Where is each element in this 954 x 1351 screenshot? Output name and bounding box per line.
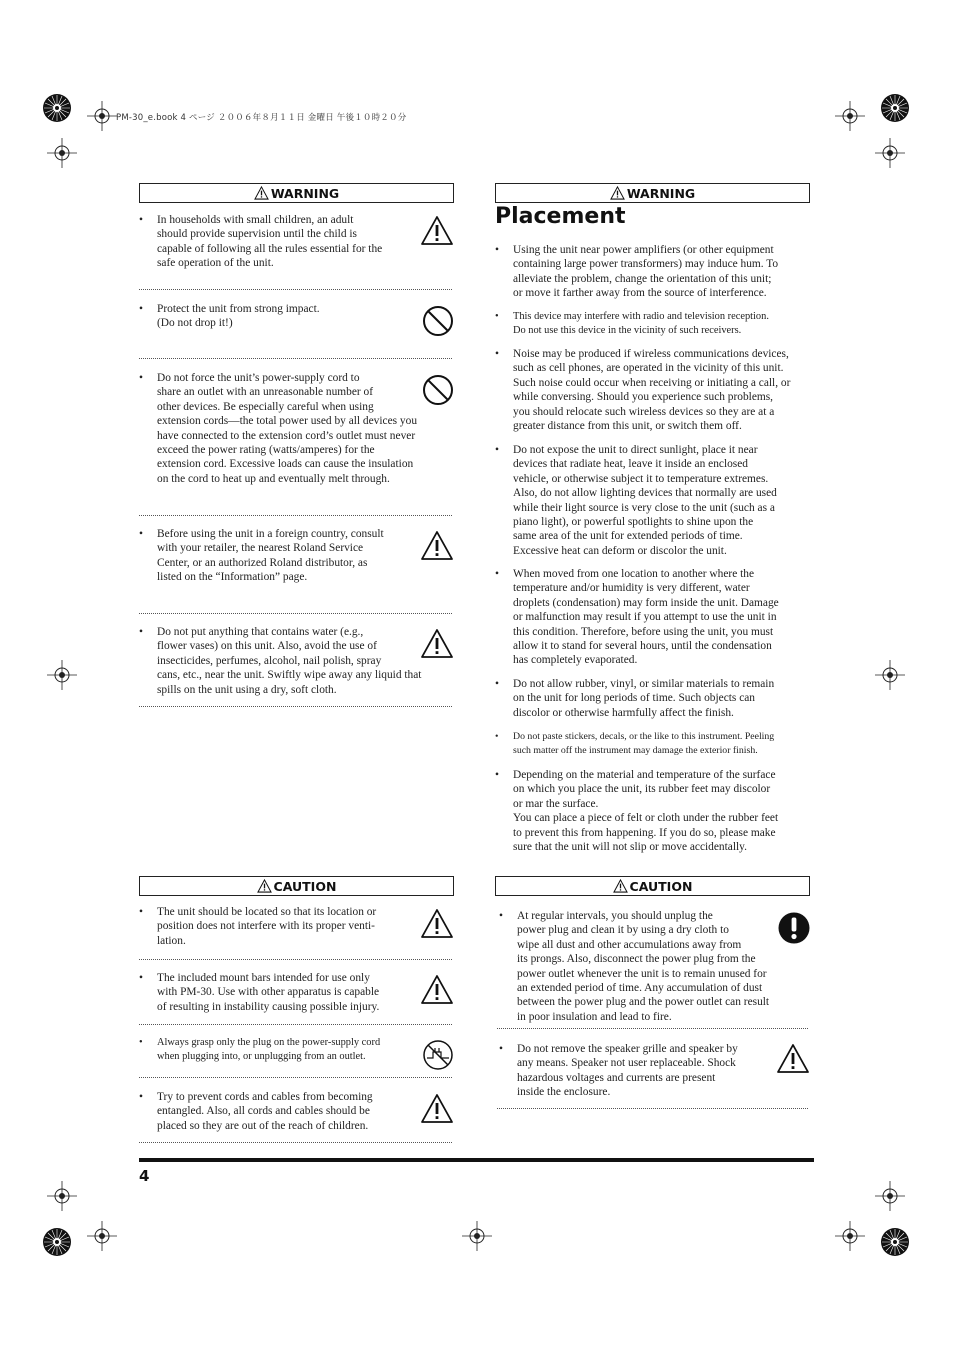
- caution-header: [139, 876, 454, 896]
- mandatory-exclamation-icon: [777, 911, 811, 945]
- warning-triangle-icon: [776, 1042, 810, 1076]
- item-text: Always grasp only the plug on the power-supply cord when plugging into, or unplugging from an outlet.: [157, 1037, 381, 1063]
- item-text: Try to prevent cords and cables from becoming entangled. Also, all cords and cables should be placed so they are out of the reach of children.: [157, 1091, 373, 1132]
- warning-triangle-icon: [254, 186, 269, 200]
- divider: [139, 358, 452, 359]
- item-text: Using the unit near power amplifiers (or other equipment containing large power transformers) may induce hum. To alleviate the problem, change the orientation of this unit; or move it farther away from the source of interference.: [513, 244, 779, 300]
- divider: [139, 613, 452, 614]
- section-title: Placement: [495, 204, 626, 229]
- item-text: Do not put anything that contains water (e.g., flower vases) on this unit. Also, avoid the use of insecticides, perfumes, alcohol, nail polish, spray cans, etc., near the unit. Swiftly wipe away any liquid that spills on the unit using a dry, soft cloth.: [157, 626, 422, 696]
- item-text: Protect the unit from strong impact. (Do not drop it!): [157, 303, 320, 330]
- item-text: Depending on the material and temperature of the surface on which you place the unit, its rubber feet may discolor or mar the surface. You can place a piece of felt or cloth under the rubber feet to prevent this from happening. If you do so, please make sure that the unit will not slip or move accidentally.: [513, 769, 779, 854]
- registration-mark-icon: [875, 138, 905, 168]
- divider: [139, 706, 452, 707]
- item-text: Noise may be produced if wireless communications devices, such as cell phones, are operated in the vicinity of this unit. Such noise could occur when receiving or initiating a call, or while conversing. Should you experience such problems, you should relocate such wireless devices so they are at a greater distance from this unit, or switch them off.: [513, 348, 791, 433]
- warning-triangle-icon: [420, 973, 454, 1007]
- divider: [139, 1077, 452, 1078]
- item-text: Do not paste stickers, decals, or the like to this instrument. Peeling such matter off the instrument may damage the exterior finish.: [513, 731, 775, 757]
- warning-label: WARNING: [626, 185, 696, 201]
- registration-mark-icon: [47, 660, 77, 690]
- item-text: Do not allow rubber, vinyl, or similar materials to remain on the unit for long periods of time. Such objects can discolor or otherwise harmfully affect the finish.: [513, 678, 775, 719]
- item-text: Do not force the unit’s power-supply cord to share an outlet with an unreasonable number of other devices. Be especially careful when using extension cords—the total power used by all devices you have connected to the extension cord’s outlet must never exceed the power rating (watts/amperes) for the extension cord. Excessive loads can cause the insulation on the cord to heat up and eventually melt through.: [157, 372, 418, 485]
- item-text: The unit should be located so that its location or position does not interfere with its proper venti- lation.: [157, 906, 377, 947]
- divider: [139, 959, 452, 960]
- warning-label: WARNING: [270, 185, 340, 201]
- registration-mark-icon: [87, 1221, 117, 1251]
- registration-mark-icon: [462, 1221, 492, 1251]
- divider: [139, 515, 452, 516]
- registration-mark-icon: [835, 1221, 865, 1251]
- item-text: Do not remove the speaker grille and speaker by any means. Speaker not user replaceable. Shock hazardous voltages and currents are present inside the enclosure.: [517, 1043, 738, 1099]
- caution-label: CAUTION: [273, 878, 337, 894]
- caution-label: CAUTION: [629, 878, 693, 894]
- warning-triangle-icon: [257, 879, 272, 893]
- item-text: Do not expose the unit to direct sunlight, place it near devices that radiate heat, leave it inside an enclosed vehicle, or otherwise subject it to temperature extremes. Also, do not allow lighting devices that normally are used while their light source is very close to the unit (such as a piano light), or powerful spotlights to shine upon the same area of the unit for extended periods of time. Excessive heat can deform or discolor the unit.: [513, 444, 777, 557]
- footer-rule: [139, 1158, 814, 1162]
- warning-triangle-icon: [420, 907, 454, 941]
- item-text: When moved from one location to another where the temperature and/or humidity is very different, water droplets (condensation) may form inside the unit. Damage or malfunction may result if you attempt to use the unit in this condition. Therefore, before using the unit, you must allow it to stand for several hours, until the condensation has completely evaporated.: [513, 568, 779, 667]
- divider: [139, 1024, 452, 1025]
- item-text: The included mount bars intended for use only with PM-30. Use with other apparatus is capable of resulting in instability causing possible injury.: [157, 972, 380, 1013]
- warning-triangle-icon: [420, 1092, 454, 1126]
- item-text: In households with small children, an adult should provide supervision until the child is capable of following all the rules essential for the safe operation of the unit.: [157, 214, 383, 270]
- warning-header: [495, 183, 810, 203]
- prohibited-icon: [421, 373, 455, 407]
- page-number: 4: [139, 1167, 150, 1185]
- warning-triangle-icon: [420, 529, 454, 563]
- warning-triangle-icon: [613, 879, 628, 893]
- registration-mark-icon: [87, 101, 117, 131]
- registration-mark-icon: [835, 101, 865, 131]
- item-text: This device may interfere with radio and television reception. Do not use this device in the vicinity of such receivers.: [513, 311, 769, 337]
- divider: [139, 289, 452, 290]
- warning-triangle-icon: [610, 186, 625, 200]
- registration-mark-icon: [875, 660, 905, 690]
- item-text: At regular intervals, you should unplug the power plug and clean it by using a dry cloth to wipe all dust and other accumulations away from its prongs. Also, disconnect the power plug from the power outlet whenever the unit is to remain unused for an extended period of time. Any accumulation of dust between the power plug and the power outlet can result in poor insulation and lead to fire.: [517, 910, 770, 1023]
- caution-header: [495, 876, 810, 896]
- divider: [139, 1142, 452, 1143]
- divider: [497, 1108, 808, 1109]
- file-header: PM-30_e.book 4 ページ ２００６年８月１１日 金曜日 午後１０時２０分: [116, 113, 407, 123]
- registration-mark-icon: [880, 1227, 910, 1257]
- registration-mark-icon: [42, 93, 72, 123]
- registration-mark-icon: [47, 138, 77, 168]
- prohibited-icon: [421, 304, 455, 338]
- warning-triangle-icon: [420, 214, 454, 248]
- registration-mark-icon: [880, 93, 910, 123]
- unplug-icon: [421, 1038, 455, 1072]
- warning-triangle-icon: [420, 627, 454, 661]
- registration-mark-icon: [42, 1227, 72, 1257]
- warning-header: [139, 183, 454, 203]
- divider: [497, 1028, 808, 1029]
- registration-mark-icon: [47, 1181, 77, 1211]
- registration-mark-icon: [875, 1181, 905, 1211]
- item-text: Before using the unit in a foreign country, consult with your retailer, the nearest Roland Service Center, or an authorized Roland distributor, as listed on the “Information” page.: [157, 528, 384, 584]
